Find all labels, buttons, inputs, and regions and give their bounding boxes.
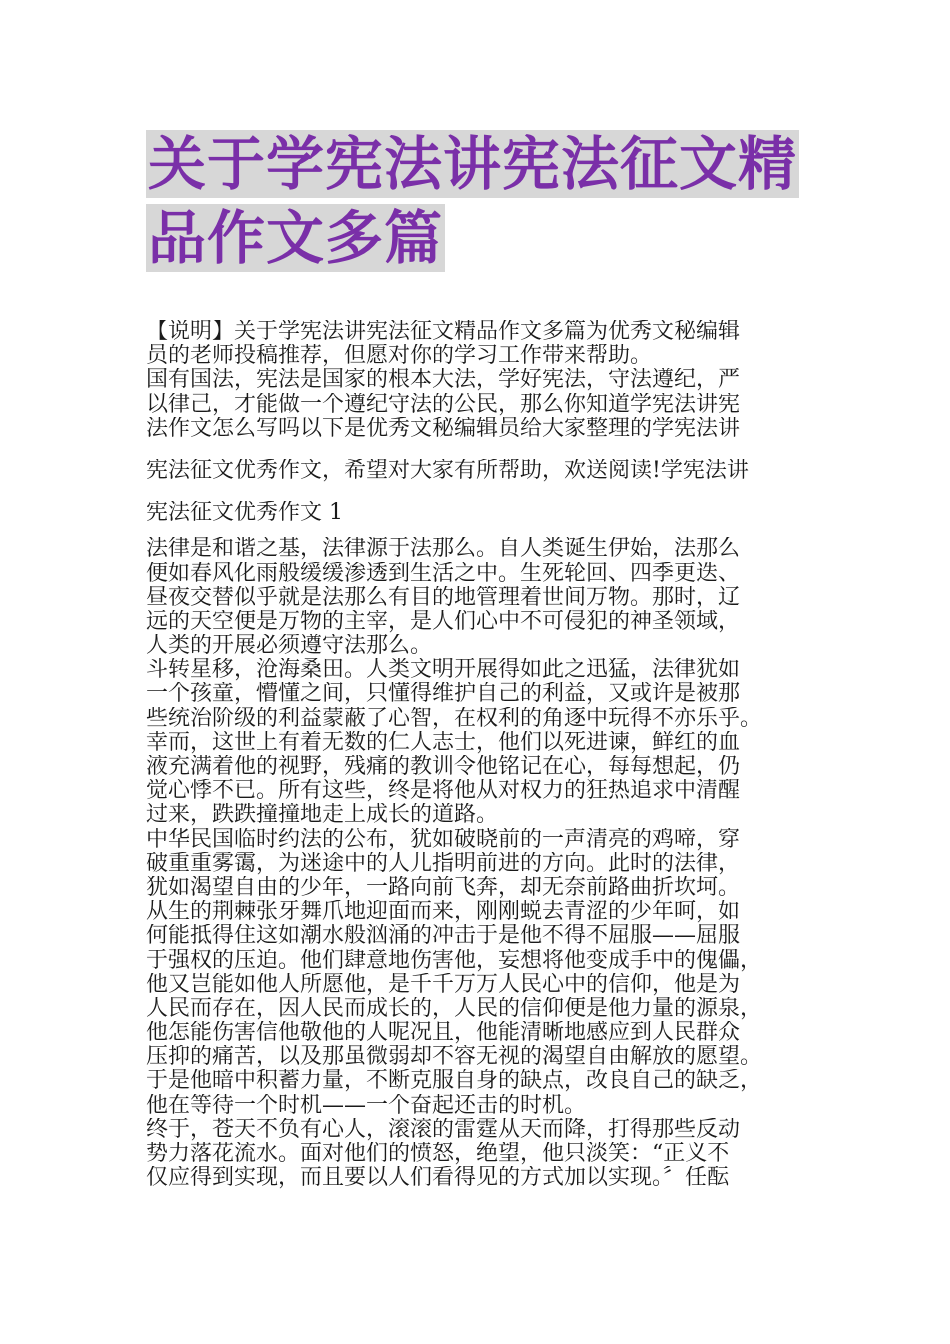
intro-line: 员的老师投稿推荐，但愿对你的学习工作带来帮助。 (146, 344, 653, 369)
body-line: 些统治阶级的利益蒙蔽了心智，在权利的角逐中玩得不亦乐乎。 (146, 706, 763, 731)
body-line: 斗转星移，沧海桑田。人类文明开展得如此之迅猛，法律犹如 (146, 658, 741, 683)
body-line: 人类的开展必须遵守法那么。 (146, 634, 433, 659)
body-line: 仅应得到实现，而且要以人们看得见的方式加以实现。〞任酝 (146, 1166, 730, 1191)
body-line: 犹如渴望自由的少年，一路向前飞奔，却无奈前路曲折坎坷。 (146, 875, 741, 900)
body-line: 中华民国临时约法的公布，犹如破晓前的一声清亮的鸡啼，穿 (146, 827, 741, 852)
body-line: 法律是和谐之基，法律源于法那么。自人类诞生伊始，法那么 (146, 537, 741, 562)
body-line: 从生的荆棘张牙舞爪地迎面而来，刚刚蜕去青涩的少年呵，如 (146, 900, 741, 925)
intro-line: 宪法征文优秀作文，希望对大家有所帮助，欢送阅读!学宪法讲 (146, 458, 749, 483)
document-body (146, 320, 808, 1190)
body-line: 他在等待一个时机——一个奋起还击的时机。 (146, 1093, 587, 1118)
body-line: 何能抵得住这如潮水般汹涌的冲击于是他不得不屈服——屈服 (146, 924, 741, 949)
body-line: 破重重雾霭，为迷途中的人儿指明前进的方向。此时的法律， (146, 851, 741, 876)
body-line: 液充满着他的视野，残痛的教训令他铭记在心，每每想起，仍 (146, 755, 741, 779)
document-title (146, 130, 826, 278)
intro-line: 国有国法，宪法是国家的根本大法，学好宪法，守法遵纪，严 (146, 368, 741, 393)
body-line: 一个孩童，懵懂之间，只懂得维护自己的利益，又或许是被那 (146, 682, 741, 707)
intro-line: 法作文怎么写吗以下是优秀文秘编辑员给大家整理的学宪法讲 (146, 416, 741, 441)
section-heading: 宪法征文优秀作文 1 (146, 501, 343, 526)
body-line: 他怎能伤害信他敬他的人呢况且，他能清晰地感应到人民群众 (146, 1021, 741, 1046)
body-line: 终于，苍天不负有心人，滚滚的雷霆从天而降，打得那些反动 (146, 1117, 741, 1142)
body-line: 于是他暗中积蓄力量，不断克服自身的缺点，改良自己的缺乏， (146, 1069, 763, 1094)
intro-line: 【说明】关于学宪法讲宪法征文精品作文多篇为优秀文秘编辑 (146, 320, 741, 344)
body-line: 便如春风化雨般缓缓渗透到生活之中。生死轮回、四季更迭、 (146, 561, 741, 586)
body-line: 人民而存在，因人民而成长的，人民的信仰便是他力量的源泉， (146, 996, 763, 1021)
body-line: 过来，跌跌撞撞地走上成长的道路。 (146, 803, 499, 828)
body-line: 他又岂能如他人所愿他，是千千万万人民心中的信仰，他是为 (146, 972, 741, 997)
body-line: 幸而，这世上有着无数的仁人志士，他们以死进谏，鲜红的血 (146, 730, 741, 755)
body-line: 远的天空便是万物的主宰，是人们心中不可侵犯的神圣领域， (146, 609, 741, 634)
body-line: 昼夜交替似乎就是法那么有目的地管理着世间万物。那时，辽 (146, 585, 741, 610)
body-line: 于强权的压迫。他们肆意地伤害他，妄想将他变成手中的傀儡， (146, 948, 763, 973)
body-line: 觉心悸不已。所有这些，终是将他从对权力的狂热追求中清醒 (146, 779, 741, 804)
title-line-1: 关于学宪法讲宪法征文精 (148, 130, 798, 198)
intro-line: 以律己，才能做一个遵纪守法的公民，那么你知道学宪法讲宪 (146, 392, 741, 417)
body-line: 势力落花流水。面对他们的愤怒，绝望，他只淡笑：“正义不 (146, 1142, 730, 1166)
body-paragraphs (146, 537, 808, 1190)
body-line: 压抑的痛苦，以及那虽微弱却不容无视的渴望自由解放的愿望。 (146, 1045, 763, 1070)
title-line-2: 品作文多篇 (148, 204, 444, 272)
